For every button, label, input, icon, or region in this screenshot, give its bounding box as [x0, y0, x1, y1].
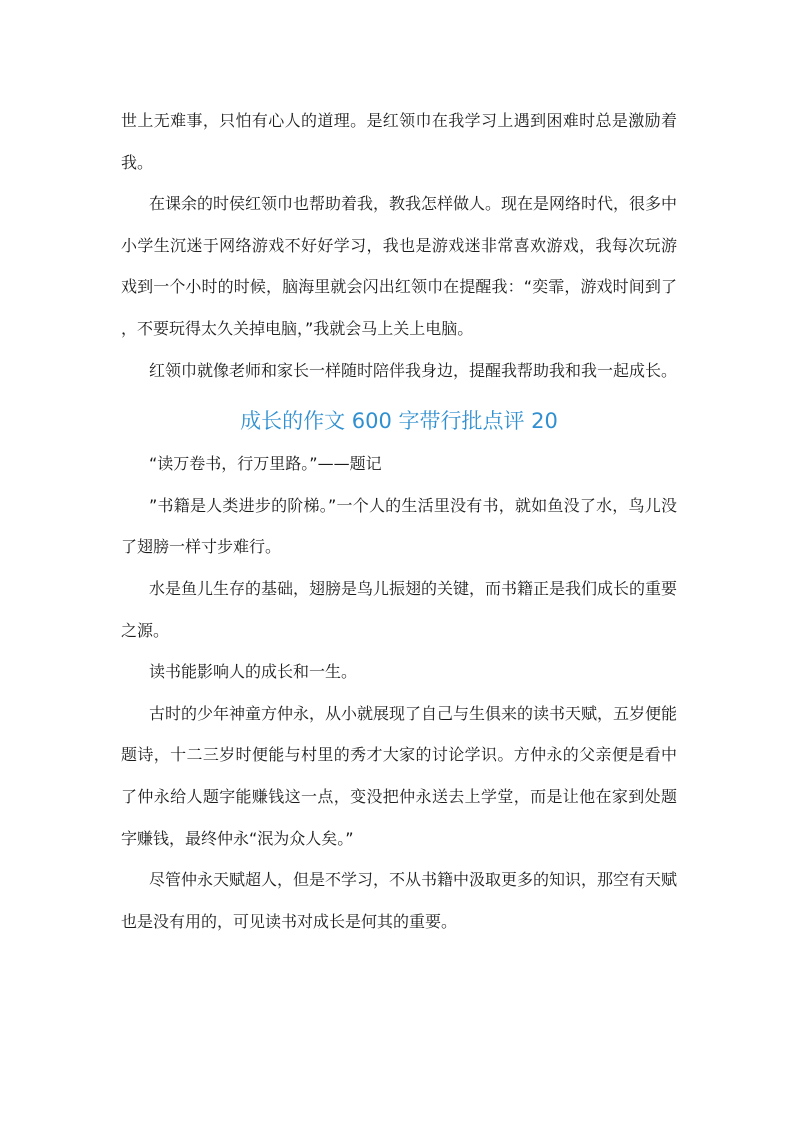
paragraph-body: 古时的少年神童方仲永，从小就展现了自己与生俱来的读书天赋，五岁便能题诗，十二三岁时便能与村里的秀才大家的讨论学识。方仲永的父亲便是看中了仲永给人题字能赚钱这一点，变没把仲永送去上学堂，而是让他在家到处题字赚钱，最终仲永“泯为众人矣。” [121, 703, 678, 848]
document-body [121, 100, 677, 942]
epigraph: “读万卷书，行万里路。”——题记 [149, 454, 382, 474]
paragraph-body: ”书籍是人类进步的阶梯。”一个人的生活里没有书，就如鱼没了水，鸟儿没了翅膀一样寸步难行。 [121, 495, 677, 557]
paragraph-intro-3: 红领巾就像老师和家长一样随时陪伴我身边，提醒我帮助我和我一起成长。 [149, 360, 678, 380]
paragraph-body: 尽管仲永天赋超人，但是不学习，不从书籍中汲取更多的知识，那空有天赋也是没有用的，可见读书对成长是何其的重要。 [121, 870, 678, 931]
paragraph-intro-2: 在课余的时侯红领巾也帮助着我，教我怎样做人。现在是网络时代，很多中小学生沉迷于网络游戏不好好学习，我也是游戏迷非常喜欢游戏，我每次玩游戏到一个小时的时候，脑海里就会闪出红领巾在提醒我：“奕霏，游戏时间到了，不要玩得太久关掉电脑，”我就会马上关上电脑。 [121, 194, 678, 338]
paragraph-intro-1: 世上无难事，只怕有心人的道理。是红领巾在我学习上遇到困难时总是激励着我。 [121, 111, 677, 172]
section-heading: 成长的作文 600 字带行批点评 20 [240, 409, 558, 434]
paragraph-body: 水是鱼儿生存的基础，翅膀是鸟儿振翅的关键，而书籍正是我们成长的重要之源。 [121, 578, 678, 640]
paragraph-body: 读书能影响人的成长和一生。 [149, 662, 358, 682]
